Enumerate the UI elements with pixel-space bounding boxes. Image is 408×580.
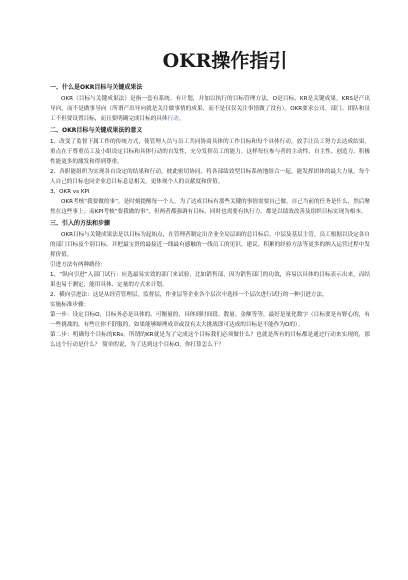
body-paragraph <box>50 330 370 350</box>
paragraph-text: 第一步：设定目标O，目标务必是具体的、可衡量的，具体到时间段、数量、金额等等，最好是量化数字（目标要是有野心的，有一些挑战的，有些让你不舒服的，如果能够顺理成章或没有太大挑战即可达成的目标是不能作为O的）。 <box>50 312 370 328</box>
paragraph-text: 第二步：明确每个目标的KRs，所谓的KR就是为了完成这个目标我们必须做什么？也就是所有的目标都是通过行动来实现的，那么这个行动是什么？ 简单的说，为了达到这个目标O，你打算怎么干？ <box>50 332 370 348</box>
paragraph-text: OKR（目标与关键成果法）是指一套有系统、有计划，并加以执行的目标管理方法，O是目标，KR是关键成果，KRS是产出导向，而不是做事导向（所谓产出导向就是关注做事情的成果，而不是仅仅关注事情做了没有）。OKR要求公司、部门、团队和员工不但要设置目标，而且要明确完成目标的具体 <box>50 96 370 122</box>
paragraph-text: OKR考核“我要做的事”，是时刻提醒每一个人，为了达成目标有那些关键的事情需要自己做，自己当前的任务是什么，然后聚焦在这些事上；而KPI考核“要我做的事”，但两者都强调有目标，同时也需要有执行力，都是以绩效改善及组织目标实现为根本。 <box>50 199 370 215</box>
paragraph-text: 3、OKR vs KPI <box>50 189 90 195</box>
body-paragraph <box>50 197 370 217</box>
paragraph-text: 1、改变了监督下属工作的传统方式，使管理人员与员工共同协商具体的工作目标和每个具体行动，放手让员工努力去达成结果，重点在于尊重员工及小组设定目标和具体行动的自发性，充分发挥员工的能力。这样每位参与者的主动性、自主性、创造力、积极性能更多的激发和得到尊重。 <box>50 139 370 165</box>
paragraph-text: OKR目标与关键成果法是以目标为起始点，在管理者制定出企业全局层面的总目标后，中层及基层主管，员工根据以设定各自的部门目标及个别目标，并把最宝贵的最接近一线最有感触的一线员工的见识、建议、积累的经验方法等更多的纳入运营过程中发挥价值。 <box>50 232 370 258</box>
paragraph-text: 引进方法有两种路径： <box>50 262 106 268</box>
inline-link[interactable]: 行动 <box>167 116 179 122</box>
document-body <box>50 84 370 350</box>
document-title: OKR操作指引 <box>162 50 288 72</box>
body-paragraph <box>50 290 370 300</box>
body-paragraph <box>50 300 370 310</box>
body-paragraph <box>50 167 370 187</box>
body-paragraph <box>50 310 370 330</box>
body-paragraph <box>50 137 370 167</box>
section-heading: 三、引入的方法和步骤 <box>50 220 111 227</box>
paragraph-text: 。 <box>178 116 185 122</box>
paragraph-text: 1、“纵向引进”入部门试行：应选最易实效的部门来试验，比如销售部，因为销售部门的功效，容易以具体的目标表示出来，而结果也易于测定，能用具体、定量的方式来计划。 <box>50 272 370 288</box>
body-paragraph <box>50 270 370 290</box>
body-paragraph <box>50 187 370 197</box>
section-heading: 一、什么是OKR目标与关键成果法 <box>50 84 143 91</box>
paragraph-text: 实施标准步骤： <box>50 302 90 308</box>
body-paragraph <box>50 230 370 260</box>
body-paragraph <box>50 260 370 270</box>
body-paragraph <box>50 94 370 124</box>
paragraph-text: 2、各职能组织为实现各自设定的结果和行动，彼此密切协同，将各部绩效型目标系统地组合一起，能发挥团体的最大力量。每个人自己的目标也同企业总目标息息相关，更体现个人的贡献度和价值。 <box>50 169 370 185</box>
section-heading: 二、OKR目标与关键成果法的意义 <box>50 127 143 134</box>
paragraph-text: 2、横向引进法：这是从经营管理层，监督层，作业层等企业各个层次中选择一个层次进行试行的一种引进方法。 <box>50 292 328 298</box>
